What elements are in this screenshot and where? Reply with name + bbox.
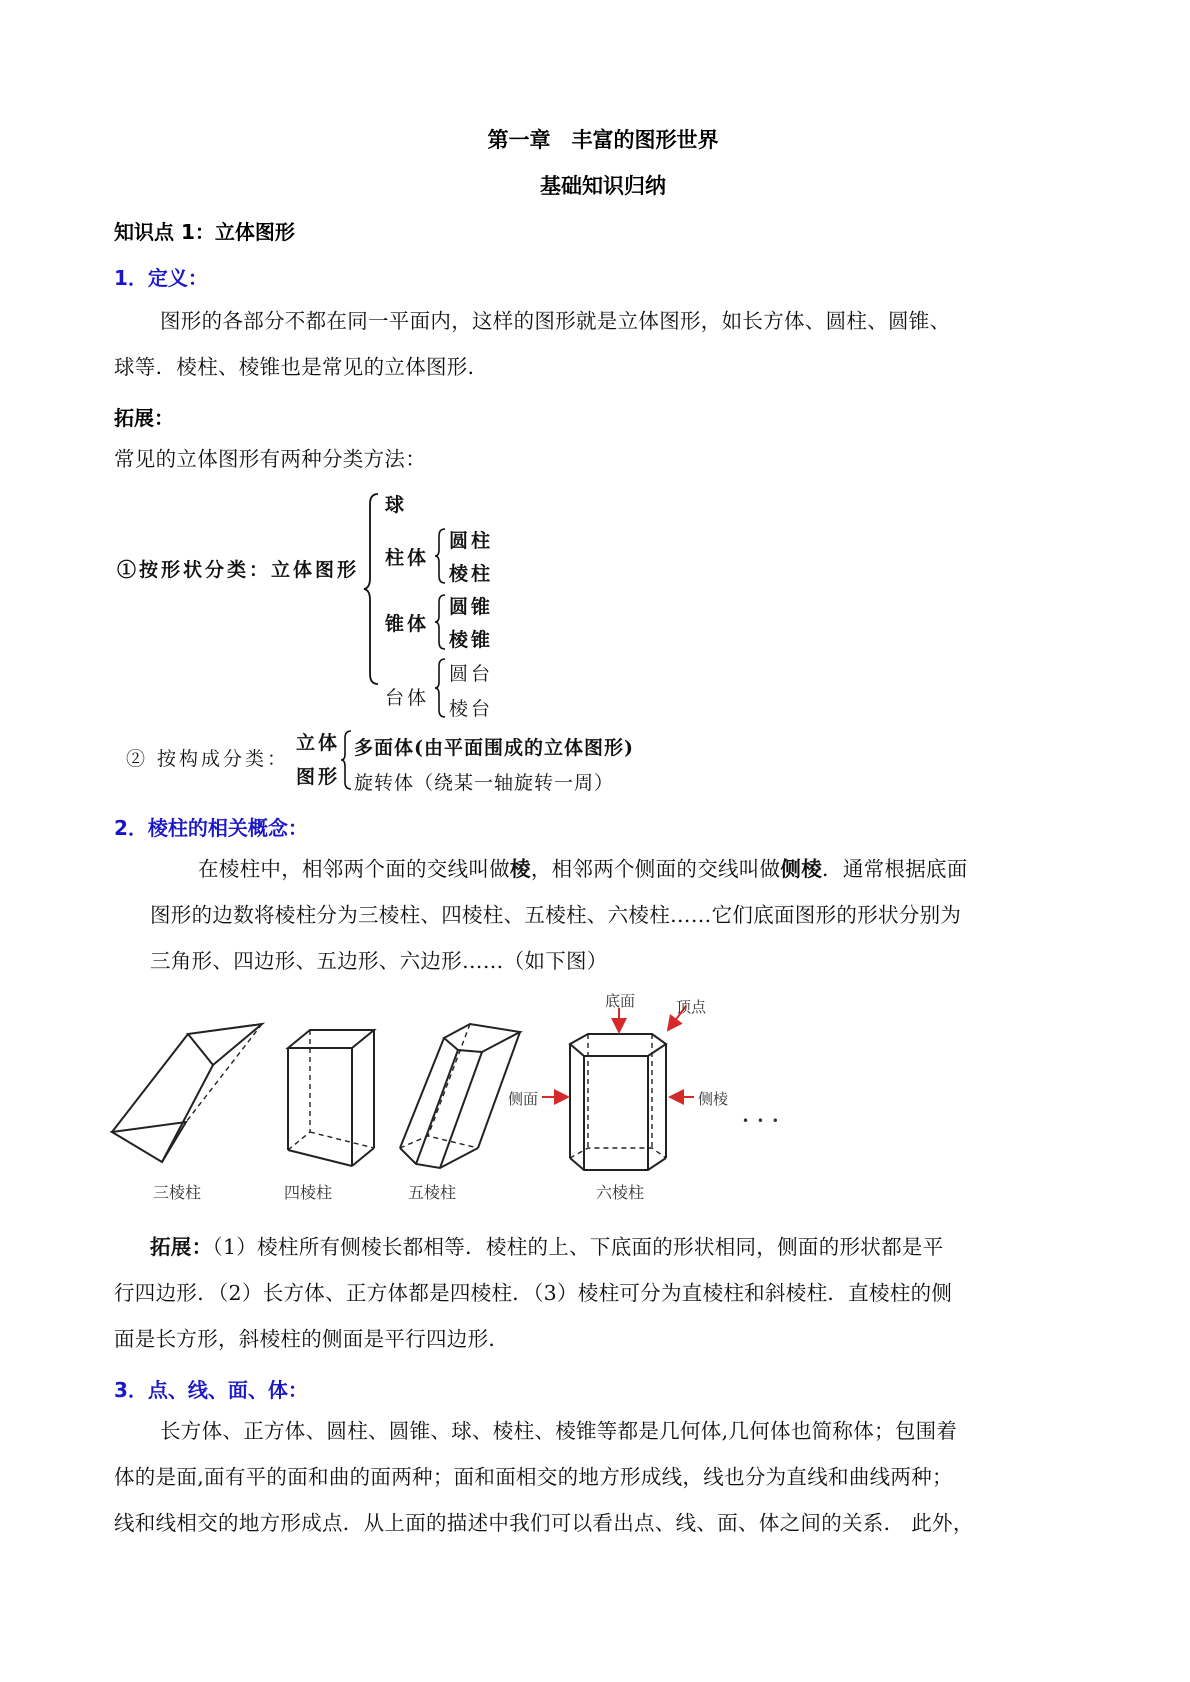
text-seg: ．通常根据底面: [822, 857, 968, 881]
prism-concept-line-3: 三角形、四边形、五边形、六边形……（如下图）: [150, 949, 608, 973]
composition-brace: [339, 728, 353, 792]
cone-brace: [433, 592, 447, 652]
sphere-label: 球: [385, 494, 408, 516]
extension-2-line-2: 行四边形．（2）长方体、正方体都是四棱柱．（3）棱柱可分为直棱柱和斜棱柱．直棱柱的侧: [114, 1281, 953, 1305]
prism-concept-line-1: [198, 846, 968, 892]
label-triangular-prism: 三棱柱: [153, 1183, 202, 1202]
text-seg: （1）棱柱所有侧棱长都相等．棱柱的上、下底面的形状相同，侧面的形状都是平: [212, 1235, 944, 1259]
extension-heading: 拓展：: [114, 406, 174, 430]
figure-ellipsis: • • •: [742, 1114, 781, 1128]
triangular-prism-drawing: [112, 1024, 262, 1162]
extension-intro: 常见的立体图形有两种分类方法：: [114, 447, 426, 471]
knowledge-point-title: 知识点 1：立体图形: [114, 220, 295, 244]
section-3-line-3: 线和线相交的地方形成点．从上面的描述中我们可以看出点、线、面、体之间的关系． 此外，: [114, 1511, 974, 1535]
big-brace: [362, 490, 382, 688]
definition-line-1: 图形的各部分不都在同一平面内，这样的图形就是立体图形，如长方体、圆柱、圆锥、: [160, 309, 951, 333]
annot-base: 底面: [605, 992, 636, 1010]
cylinder-group-label: 柱体: [385, 547, 430, 569]
section-1-heading: 1．定义：: [114, 266, 208, 290]
solid-figure-line-2: 图形: [296, 766, 341, 788]
cone-label: 圆锥: [449, 596, 494, 618]
text-seg: ，相邻两个侧面的交线叫做: [530, 857, 781, 881]
frustum-brace: [433, 656, 447, 720]
hexagonal-prism-drawing: [570, 1034, 666, 1170]
label-quadrangular-prism: 四棱柱: [284, 1183, 333, 1202]
term-edge: 棱: [510, 857, 531, 881]
pyramid-frustum-label: 棱台: [449, 698, 494, 720]
cylinder-brace: [433, 526, 447, 586]
prism-figure: [110, 990, 840, 1202]
annot-vertex: 顶点: [676, 998, 707, 1016]
chapter-title: 第一章 丰富的图形世界: [487, 128, 719, 152]
definition-line-2: 球等．棱柱、棱锥也是常见的立体图形．: [114, 355, 489, 379]
section-2-heading: 2．棱柱的相关概念：: [114, 816, 308, 840]
section-3-line-1: 长方体、正方体、圆柱、圆锥、球、棱柱、棱锥等都是几何体,几何体也简称体；包围着: [160, 1419, 958, 1443]
label-pentagonal-prism: 五棱柱: [408, 1183, 457, 1202]
page-subtitle: 基础知识归纳: [540, 174, 666, 198]
label-hexagonal-prism: 六棱柱: [596, 1183, 645, 1202]
extension-2-line-3: 面是长方形，斜棱柱的侧面是平行四边形．: [114, 1327, 510, 1351]
rotation-solid-label: 旋转体（绕某一轴旋转一周）: [354, 772, 615, 794]
section-3-heading: 3．点、线、面、体：: [114, 1378, 308, 1402]
annot-lateral-edge: 侧棱: [698, 1090, 729, 1108]
classification-1-label: ①按形状分类：立体图形: [117, 559, 360, 581]
classification-2-label: ② 按构成分类：: [126, 748, 290, 770]
frustum-group-label: 台体: [385, 687, 430, 709]
section-3-line-2: 体的是面,面有平的面和曲的面两种；面和面相交的地方形成线，线也分为直线和曲线两种；: [114, 1465, 953, 1489]
annot-lateral-face: 侧面: [508, 1090, 539, 1108]
text-seg: 在棱柱中，相邻两个面的交线叫做: [198, 857, 510, 881]
prism-label: 棱柱: [449, 563, 494, 585]
polyhedron-label: 多面体(由平面围成的立体图形): [354, 737, 634, 759]
cone-group-label: 锥体: [385, 613, 430, 635]
cone-frustum-label: 圆台: [449, 663, 494, 685]
solid-figure-line-1: 立体: [296, 732, 341, 754]
annotation-arrows: [542, 1006, 694, 1097]
extension-2-heading: 拓展：: [150, 1235, 213, 1259]
pyramid-label: 棱锥: [449, 629, 494, 651]
extension-2-line-1: [150, 1224, 944, 1270]
prism-concept-line-2: 图形的边数将棱柱分为三棱柱、四棱柱、五棱柱、六棱柱……它们底面图形的形状分别为: [150, 903, 962, 927]
quadrangular-prism-drawing: [288, 1030, 374, 1166]
cylinder-label: 圆柱: [449, 530, 494, 552]
pentagonal-prism-drawing: [400, 1024, 520, 1168]
term-lateral-edge: 侧棱: [780, 857, 823, 881]
